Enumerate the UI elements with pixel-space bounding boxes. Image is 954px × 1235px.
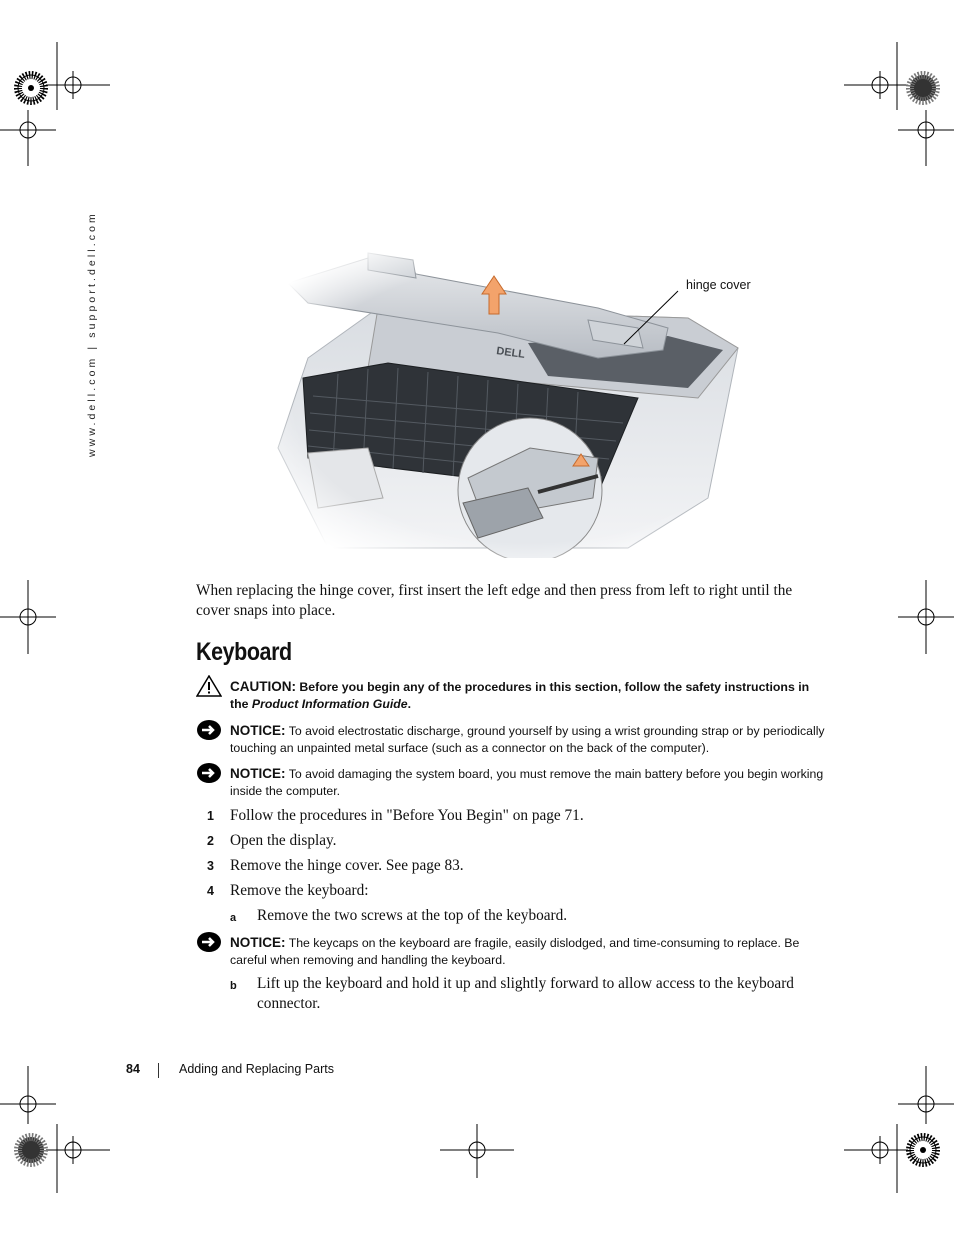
substep-text: Remove the two screws at the top of the keyboard. xyxy=(257,907,568,924)
notice-label: NOTICE: xyxy=(230,935,286,950)
footer-divider xyxy=(158,1063,159,1078)
step-text: Follow the procedures in "Before You Begin" on page 71. xyxy=(230,807,584,824)
footer-section-title: Adding and Replacing Parts xyxy=(179,1062,334,1076)
substep-letter: a xyxy=(230,912,237,924)
notice-icon xyxy=(196,719,222,741)
step-text: Open the display. xyxy=(230,832,337,849)
step-number: 3 xyxy=(207,859,214,873)
body-paragraph: When replacing the hinge cover, first insert the left edge and then press from left to right until the cover snaps into place. xyxy=(196,582,793,619)
hinge-cover-illustration xyxy=(268,248,788,558)
notice-esd xyxy=(230,722,830,757)
step-number: 4 xyxy=(207,884,214,898)
substep-letter: b xyxy=(230,980,237,992)
caution-label: CAUTION: xyxy=(230,679,296,694)
notice-label: NOTICE: xyxy=(230,766,286,781)
section-heading: Keyboard xyxy=(196,638,292,666)
notice-label: NOTICE: xyxy=(230,723,286,738)
page-number: 84 xyxy=(126,1062,140,1076)
notice-battery xyxy=(230,765,830,800)
side-url: www.dell.com | support.dell.com xyxy=(86,211,98,457)
notice-text: To avoid damaging the system board, you must remove the main battery before you begin working inside the computer. xyxy=(230,767,824,798)
notice-icon xyxy=(196,762,222,784)
caution-end: . xyxy=(407,697,412,711)
notice-text: To avoid electrostatic discharge, ground yourself by using a wrist grounding strap or by periodically touching an unpainted metal surface (such as a connector on the back of the computer). xyxy=(230,724,825,755)
hinge-cover-callout: hinge cover xyxy=(686,278,751,292)
guide-title: Product Information Guide xyxy=(251,697,408,711)
notice-keycaps xyxy=(230,934,830,969)
notice-icon xyxy=(196,931,222,953)
caution-text: Before you begin any of the procedures in this section, follow the safety instructions in the xyxy=(230,680,810,711)
step-number: 2 xyxy=(207,834,214,848)
caution-triangle-icon xyxy=(196,675,222,697)
step-text: Remove the keyboard: xyxy=(230,882,369,899)
step-number: 1 xyxy=(207,809,214,823)
notice-text: The keycaps on the keyboard are fragile, easily dislodged, and time-consuming to replace. Be careful when removing and handling the keyboard. xyxy=(230,936,800,967)
substep-text: Lift up the keyboard and hold it up and slightly forward to allow access to the keyboard connector. xyxy=(257,975,794,1012)
caution-note xyxy=(230,678,830,713)
step-text: Remove the hinge cover. See page 83. xyxy=(230,857,464,874)
